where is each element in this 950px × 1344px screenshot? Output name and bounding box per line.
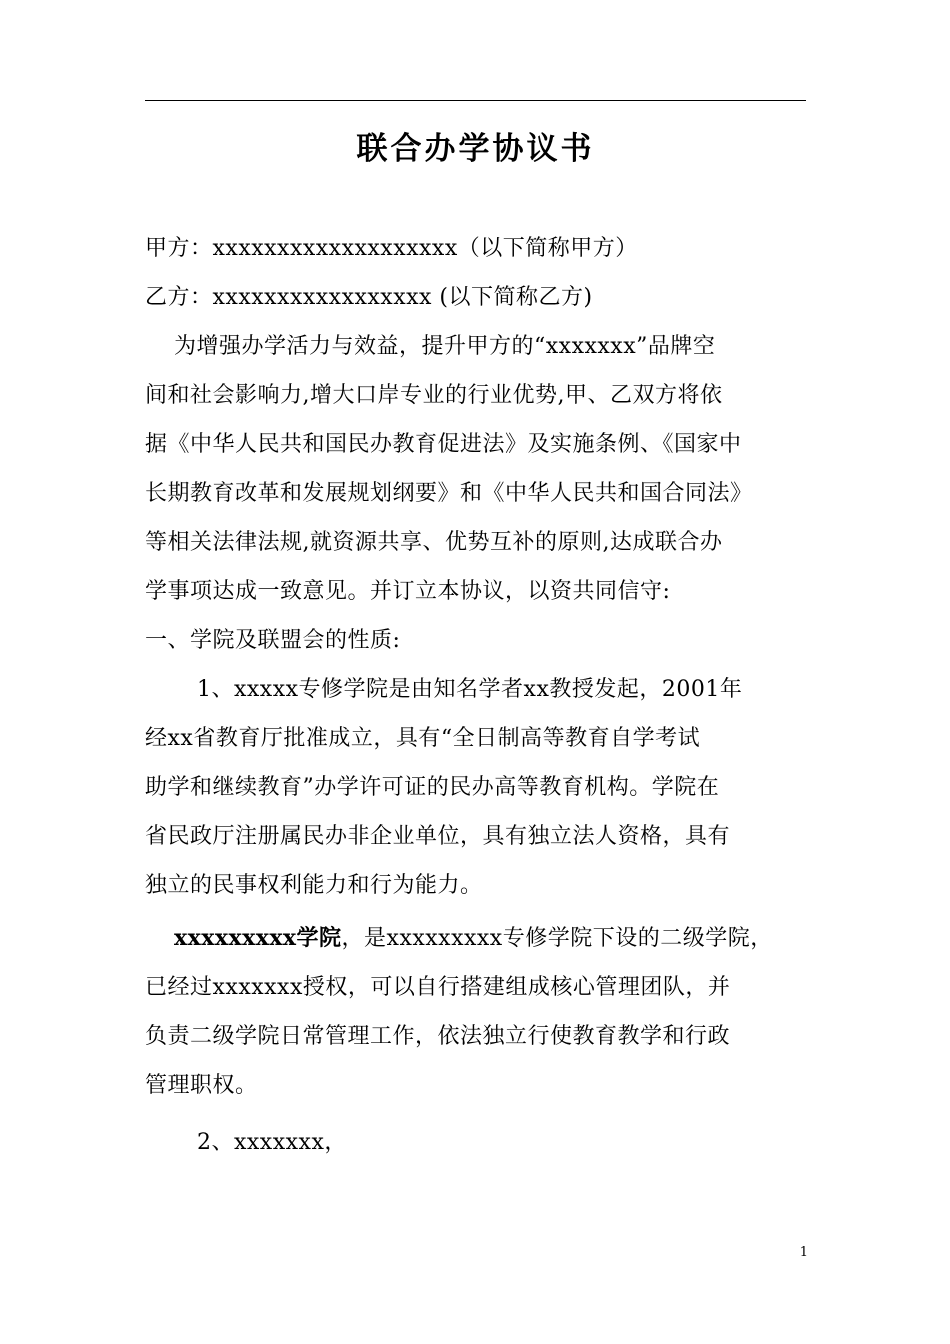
paragraph-line: 学事项达成一致意见。并订立本协议，以资共同信守: <box>145 579 671 604</box>
paragraph-line <box>145 914 806 963</box>
paragraph-line: 负责二级学院日常管理工作，依法独立行使教育教学和行政 <box>145 1024 731 1049</box>
paragraph-line: 长期教育改革和发展规划纲要》和《中华人民共和国合同法》 <box>145 481 753 506</box>
party-a-line: 甲方：xxxxxxxxxxxxxxxxxxx（以下简称甲方） <box>145 236 638 261</box>
paragraph-line: 管理职权。 <box>145 1073 258 1098</box>
paragraph-line: 为增强办学活力与效益，提升甲方的“xxxxxxx”品牌空 <box>174 334 716 359</box>
document-body <box>145 224 806 1167</box>
paragraph-text: ，是xxxxxxxxx专修学院下设的二级学院， <box>341 926 773 951</box>
paragraph-line: 经xx省教育厅批准成立，具有“全日制高等教育自学考试 <box>145 726 701 751</box>
party-b-line: 乙方：xxxxxxxxxxxxxxxxx (以下简称乙方) <box>145 285 593 310</box>
paragraph-line: 助学和继续教育”办学许可证的民办高等教育机构。学院在 <box>145 775 720 800</box>
section-heading: 一、学院及联盟会的性质: <box>145 628 401 653</box>
paragraph-line: 等相关法律法规,就资源共享、优势互补的原则,达成联合办 <box>145 530 723 555</box>
paragraph-line: 据《中华人民共和国民办教育促进法》及实施条例、《国家中 <box>145 432 742 457</box>
bold-college-name: xxxxxxxxx学院 <box>174 925 342 951</box>
paragraph-line: 间和社会影响力,增大口岸专业的行业优势,甲、乙双方将依 <box>145 383 723 408</box>
header-rule <box>145 100 806 101</box>
document-title: 联合办学协议书 <box>356 131 595 167</box>
paragraph-line: 已经过xxxxxxx授权，可以自行搭建组成核心管理团队，并 <box>145 975 731 1000</box>
paragraph-line: 省民政厅注册属民办非企业单位，具有独立法人资格，具有 <box>145 824 731 849</box>
paragraph-line: 1、xxxxx专修学院是由知名学者xx教授发起，2001年 <box>197 677 743 702</box>
paragraph-line: 2、xxxxxxx， <box>197 1130 347 1155</box>
paragraph-line: 独立的民事权利能力和行为能力。 <box>145 873 483 898</box>
page-number: 1 <box>799 1245 808 1260</box>
